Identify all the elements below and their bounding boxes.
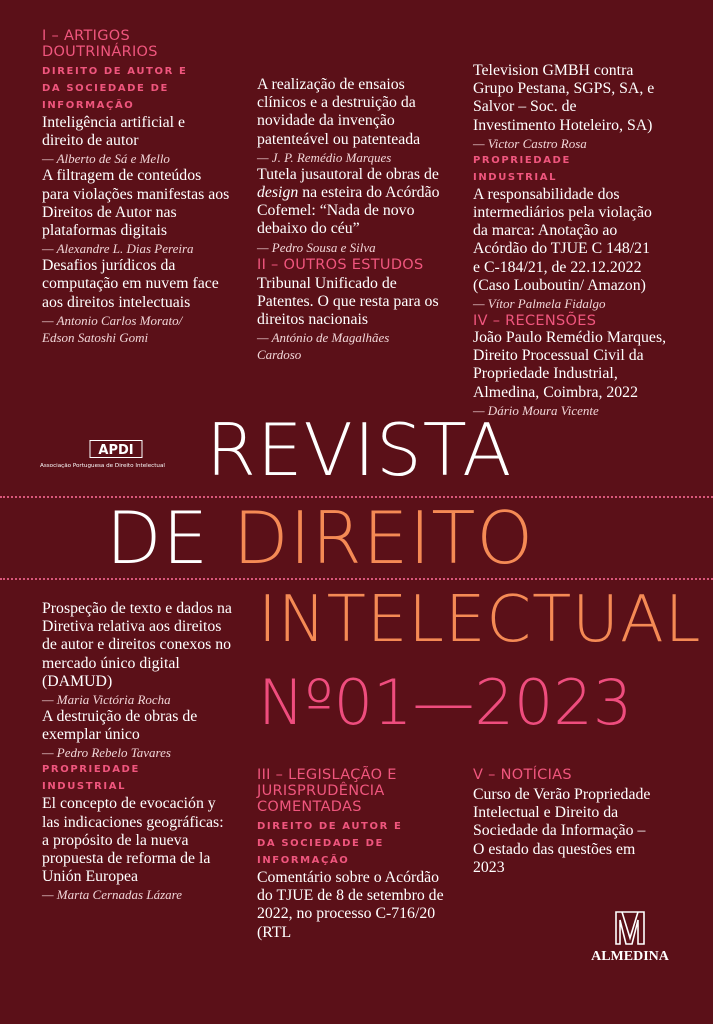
column-2-top [257,76,447,363]
article-author: — Dário Moura Vicente [473,402,599,418]
column-1-bottom [42,600,232,903]
section-heading: II – OUTROS ESTUDOS [257,256,424,273]
article-title [257,166,447,239]
column-2-bottom [257,767,447,942]
article-author: — Pedro Rebelo Tavares [42,745,171,761]
apdi-mark-text: APDI [98,443,134,458]
article-author: — Antonio Carlos Morato/ Edson Satoshi Gomi [42,312,183,345]
article-author: — Victor Castro Rosa [473,135,587,151]
article-title: Comentário sobre o Acórdão do TJUE de 8 de setembro de 2022, no processo C-716/20 (RTL [257,869,444,941]
column-3-bottom [473,767,673,877]
masthead-intelectual: INTELECTUAL [258,583,702,657]
article-title: A destruição de obras de exemplar único [42,708,198,744]
article-title-post: na esteira do Acórdão Cofemel: “Nada de novo debaixo do céu” [257,184,440,238]
section-heading: I – ARTIGOS DOUTRINÁRIOS [42,28,158,60]
article-author: — Maria Victória Rocha [42,692,171,708]
almedina-name: ALMEDINA [591,949,669,964]
subsection-heading: PROPRIEDADE INDUSTRIAL [473,154,571,183]
almedina-logo [588,908,672,968]
masthead-revista: REVISTA [206,408,513,492]
article-title-pre: Tutela jusautoral de obras de [257,165,439,183]
article-title: Inteligência artificial e direito de autor [42,114,185,150]
article-author: — Pedro Sousa e Silva [257,239,376,255]
article-title: Prospeção de texto e dados na Diretiva relativa aos direitos de autor e direitos conexos no mercado único digital (DAMUD) [42,600,232,690]
subsection-heading: DIREITO DE AUTOR E DA SOCIEDADE DE INFORMAÇÃO [42,66,188,111]
masthead-issue: Nº01—2023 [258,666,633,739]
article-author: — Marta Cernadas Lázare [42,887,183,903]
article-author: — Alberto de Sá e Mello [42,151,170,167]
article-author: — Alexandre L. Dias Pereira [42,241,194,257]
article-title: Television GMBH contra Grupo Pestana, SGPS, SA, e Salvor – Soc. de Investimento Hoteleiro, SA) [473,62,655,134]
article-title: A filtragem de conteúdos para violações manifestas aos Direitos de Autor nas plataformas digitais [42,167,230,240]
masthead-direito: DIREITO [233,496,535,580]
article-title: Curso de Verão Propriedade Intelectual e Direito da Sociedade da Informação – O estado das questões em 2023 [473,786,651,876]
subsection-heading: PROPRIEDADE INDUSTRIAL [42,764,140,793]
article-author: — António de Magalhães Cardoso [257,330,390,363]
apdi-logo [40,440,220,468]
article-author: — J. P. Remédio Marques [257,149,392,165]
almedina-logo-mark [588,908,672,968]
column-1-top [42,28,232,346]
subsection-heading: DIREITO DE AUTOR E DA SOCIEDADE DE INFORMAÇÃO [257,821,403,866]
section-heading: IV – RECENSÕES [473,313,597,330]
article-title: Desafios jurídicos da computação em nuvem face aos direitos intelectuais [42,257,219,311]
article-title: João Paulo Remédio Marques, Direito Processual Civil da Propriedade Industrial, Almedina, Coimbra, 2022 [473,329,667,401]
article-title: El concepto de evocación y las indicaciones geográficas: a propósito de la nueva propuesta de reforma de la Unión Europea [42,795,224,886]
article-title: Tribunal Unificado de Patentes. O que resta para os direitos nacionais [257,274,439,329]
article-title: A realização de ensaios clínicos e a destruição da novidade da invenção patenteável ou patenteada [257,76,421,148]
article-title-emphasis: design [257,184,299,202]
section-heading: III – LEGISLAÇÃO E JURISPRUDÊNCIA COMENTADAS [257,767,397,815]
apdi-logo-mark [40,440,220,470]
section-heading: V – NOTÍCIAS [473,767,572,783]
masthead-de: DE [106,496,209,580]
column-3-top [473,62,673,419]
article-author: — Vítor Palmela Fidalgo [473,296,606,312]
article-title: A responsabilidade dos intermediários pela violação da marca: Anotação ao Acórdão do TJUE C 148/21 e C-184/21, de 22.12.2022 (Caso Louboutin/ Amazon) [473,185,652,294]
apdi-name-text: Associação Portuguesa de Direito Intelectual [40,463,165,469]
